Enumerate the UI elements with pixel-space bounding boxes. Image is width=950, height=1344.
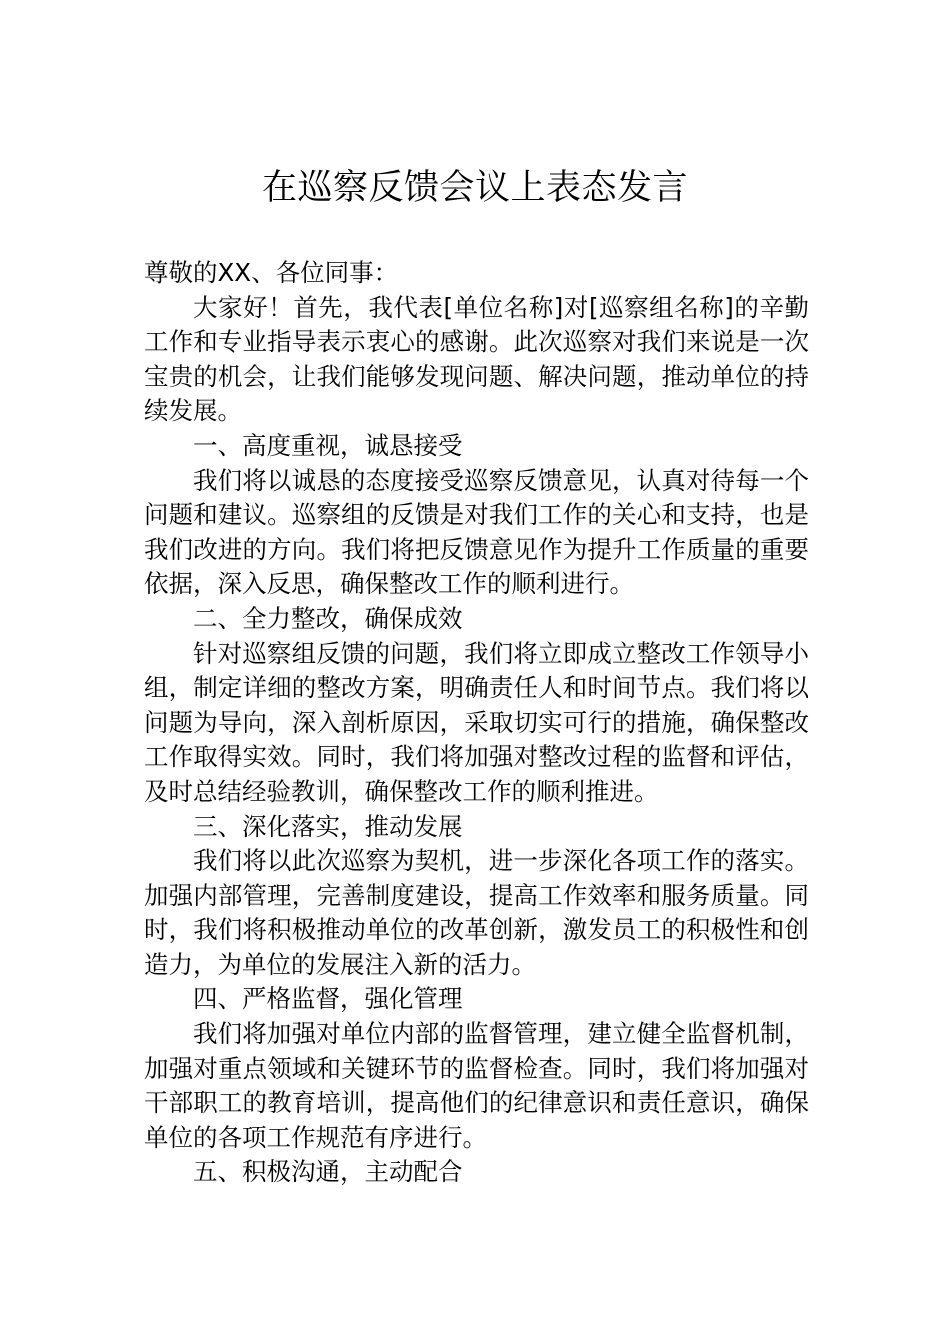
section-heading-1: 一、高度重视，诚恳接受 <box>193 430 463 460</box>
section-heading-3: 三、深化落实，推动发展 <box>193 811 463 841</box>
document-body <box>144 256 809 1190</box>
paragraph-intro: 大家好！首先，我代表[单位名称]对[巡察组名称]的辛勤工作和专业指导表示衷心的感谢。此次巡察对我们来说是一次宝贵的机会，让我们能够发现问题、解决问题，推动单位的持续发展。 <box>144 292 809 426</box>
paragraph-section-3: 我们将以此次巡察为契机，进一步深化各项工作的落实。加强内部管理，完善制度建设，提高工作效率和服务质量。同时，我们将积极推动单位的改革创新，激发员工的积极性和创造力，为单位的发展注入新的活力。 <box>144 846 809 979</box>
document-title: 在巡察反馈会议上表态发言 <box>261 168 688 208</box>
salutation: 尊敬的XX、各位同事： <box>144 258 399 287</box>
section-heading-4: 四、严格监督，强化管理 <box>193 984 463 1014</box>
paragraph-section-1: 我们将以诚恳的态度接受巡察反馈意见，认真对待每一个问题和建议。巡察组的反馈是对我们工作的关心和支持，也是我们改进的方向。我们将把反馈意见作为提升工作质量的重要依据，深入反思，确保整改工作的顺利进行。 <box>144 465 809 599</box>
paragraph-section-2: 针对巡察组反馈的问题，我们将立即成立整改工作领导小组，制定详细的整改方案，明确责任人和时间节点。我们将以问题为导向，深入剖析原因，采取切实可行的措施，确保整改工作取得实效。同时，我们将加强对整改过程的监督和评估，及时总结经验教训，确保整改工作的顺利推进。 <box>144 638 809 806</box>
section-heading-2: 二、全力整改，确保成效 <box>193 603 463 633</box>
paragraph-section-4: 我们将加强对单位内部的监督管理，建立健全监督机制，加强对重点领域和关键环节的监督检查。同时，我们将加强对干部职工的教育培训，提高他们的纪律意识和责任意识，确保单位的各项工作规范有序进行。 <box>144 1019 809 1152</box>
section-heading-5: 五、积极沟通，主动配合 <box>193 1157 463 1187</box>
